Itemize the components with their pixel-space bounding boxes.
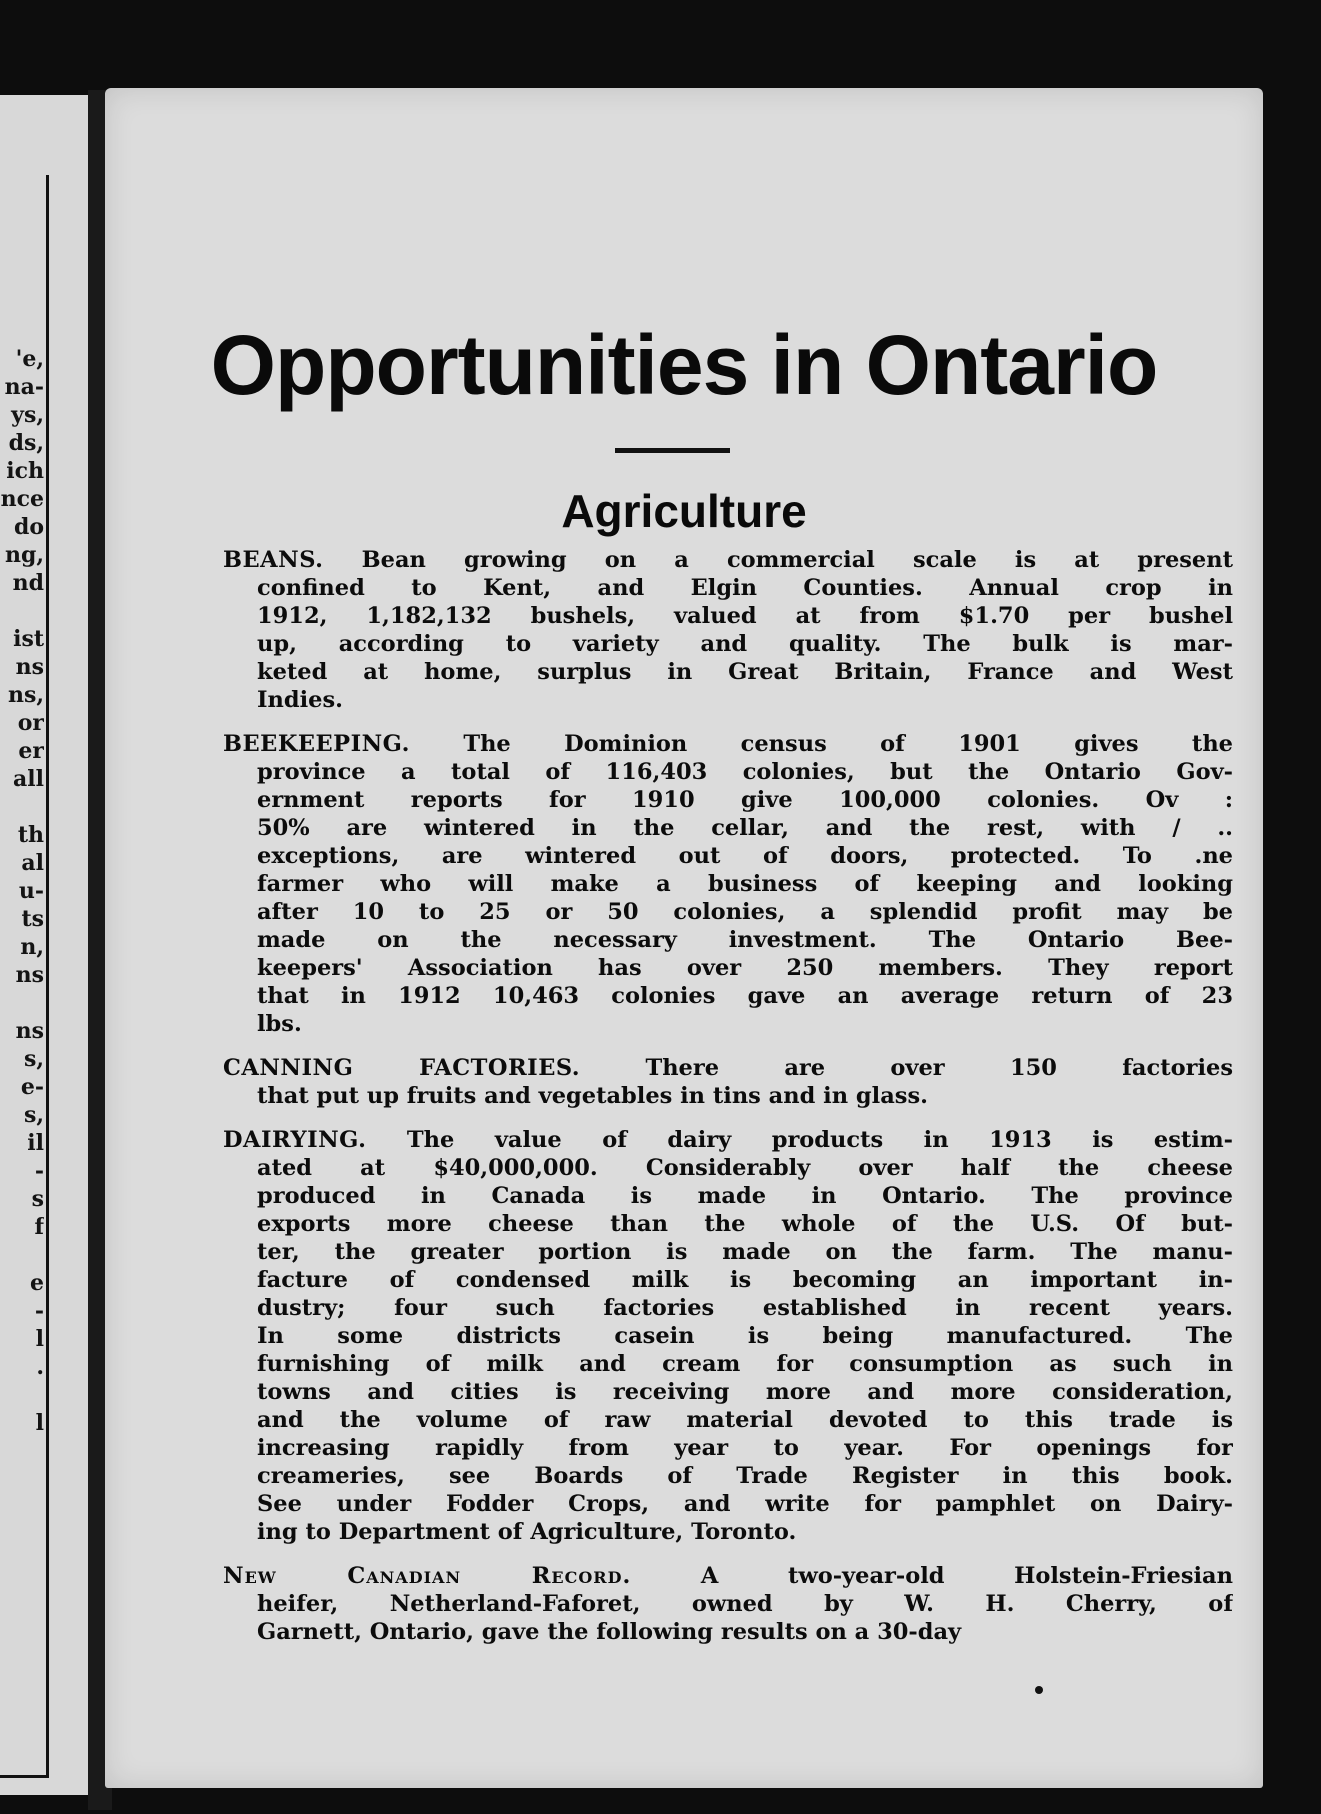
entry-first-line <box>223 730 1233 758</box>
entry-line: In some districts casein is being manufactured. The <box>257 1323 1233 1349</box>
entry-term: CANNING FACTORIES. <box>223 1055 581 1081</box>
left-fragment <box>0 1381 44 1409</box>
entry-line: ernment reports for 1910 give 100,000 colonies. Ov : <box>257 787 1233 813</box>
title-rule <box>615 448 730 453</box>
entry-line: facture of condensed milk is becoming an important in- <box>257 1267 1233 1293</box>
left-fragment: ns <box>15 962 44 988</box>
entry-line: 50% are wintered in the cellar, and the rest, with / .. <box>257 815 1233 841</box>
entry-text: There are over 150 factories <box>645 1055 1233 1081</box>
entry-line: exceptions, are wintered out of doors, protected. To .ne <box>257 843 1233 869</box>
left-fragment: l <box>35 1326 44 1352</box>
entry-line: Indies. <box>257 687 343 713</box>
entries-list <box>223 546 1233 1662</box>
left-fragment: ns <box>15 1018 44 1044</box>
left-fragment <box>0 989 44 1017</box>
entry-text: Bean growing on a commercial scale is at present <box>361 547 1233 573</box>
left-fragment: . <box>36 1354 44 1380</box>
left-fragment: ist <box>13 626 44 652</box>
entry-line: and the volume of raw material devoted to this trade is <box>257 1407 1233 1433</box>
left-fragment: all <box>13 766 44 792</box>
entry-line: farmer who will make a business of keeping and looking <box>257 871 1233 897</box>
left-page-edge <box>0 95 90 1795</box>
left-fragment: n, <box>20 934 44 960</box>
left-fragment: ns, <box>7 682 44 708</box>
left-fragment: ys, <box>11 402 44 428</box>
left-fragment <box>0 597 44 625</box>
page-mark <box>1035 1686 1043 1694</box>
left-fragment: e- <box>20 1074 44 1100</box>
entry <box>223 1126 1233 1546</box>
entry-line: up, according to variety and quality. The bulk is mar- <box>257 631 1233 657</box>
left-fragment: ns <box>15 654 44 680</box>
entry-text: A two-year-old Holstein-Friesian <box>700 1563 1233 1589</box>
left-fragment: ich <box>6 458 44 484</box>
entry-first-line <box>223 1054 1233 1082</box>
left-fragment: l <box>35 1410 44 1436</box>
left-fragment: do <box>13 514 44 540</box>
entry-line: towns and cities is receiving more and more consideration, <box>257 1379 1233 1405</box>
entry-line: lbs. <box>257 1011 302 1037</box>
entry <box>223 1054 1233 1110</box>
entry-text: The value of dairy products in 1913 is estim- <box>406 1127 1233 1153</box>
document-page <box>105 88 1263 1788</box>
entry-first-line <box>223 546 1233 574</box>
entry-first-line <box>223 1126 1233 1154</box>
left-fragment: u- <box>18 878 44 904</box>
entry <box>223 546 1233 714</box>
entry-term: BEEKEEPING. <box>223 731 410 757</box>
left-fragment: - <box>34 1298 44 1324</box>
entry-line: province a total of 116,403 colonies, but the Ontario Gov- <box>257 759 1233 785</box>
left-fragment: s, <box>23 1046 44 1072</box>
entry-line: keted at home, surplus in Great Britain, France and West <box>257 659 1233 685</box>
entry-line: furnishing of milk and cream for consumption as such in <box>257 1351 1233 1377</box>
entry-term: DAIRYING. <box>223 1127 367 1153</box>
left-fragment: - <box>34 1158 44 1184</box>
entry-first-line <box>223 1562 1233 1590</box>
entry-term: New Canadian Record. <box>223 1563 632 1589</box>
left-fragment: nd <box>12 570 44 596</box>
left-page-text-fragments <box>0 345 44 1437</box>
left-fragment <box>0 793 44 821</box>
left-fragment <box>0 1241 44 1269</box>
left-fragment: nce <box>0 486 44 512</box>
page-title: Opportunities in Ontario <box>210 318 1158 412</box>
entry <box>223 730 1233 1038</box>
left-fragment: s <box>31 1186 44 1212</box>
entry-line: creameries, see Boards of Trade Register in this book. <box>257 1463 1233 1489</box>
left-fragment: s, <box>23 1102 44 1128</box>
entry-line: after 10 to 25 or 50 colonies, a splendid profit may be <box>257 899 1233 925</box>
entry-line: increasing rapidly from year to year. For openings for <box>257 1435 1233 1461</box>
entry-line: 1912, 1,182,132 bushels, valued at from $1.70 per bushel <box>257 603 1233 629</box>
entry-line: Garnett, Ontario, gave the following results on a 30-day <box>257 1619 962 1645</box>
left-fragment: al <box>21 850 44 876</box>
left-fragment: ds, <box>8 430 44 456</box>
entry-line: made on the necessary investment. The Ontario Bee- <box>257 927 1233 953</box>
left-fragment: 'e, <box>15 346 44 372</box>
left-fragment: or <box>17 710 44 736</box>
section-heading: Agriculture <box>561 485 807 537</box>
entry-line: keepers' Association has over 250 members. They report <box>257 955 1233 981</box>
entry-line: that put up fruits and vegetables in tins and in glass. <box>257 1083 928 1109</box>
left-fragment: er <box>18 738 44 764</box>
left-fragment: na- <box>4 374 44 400</box>
entry-line: ated at $40,000,000. Considerably over half the cheese <box>257 1155 1233 1181</box>
left-fragment: e <box>30 1270 44 1296</box>
left-fragment: ng, <box>4 542 44 568</box>
entry-line: dustry; four such factories established in recent years. <box>257 1295 1233 1321</box>
entry-line: produced in Canada is made in Ontario. The province <box>257 1183 1233 1209</box>
entry-line: confined to Kent, and Elgin Counties. Annual crop in <box>257 575 1233 601</box>
left-fragment: th <box>17 822 44 848</box>
entry-line: heifer, Netherland-Faforet, owned by W. H. Cherry, of <box>257 1591 1233 1617</box>
entry-line: exports more cheese than the whole of the U.S. Of but- <box>257 1211 1233 1237</box>
left-fragment: f <box>34 1214 44 1240</box>
entry-line: ing to Department of Agriculture, Toronto. <box>257 1519 797 1545</box>
entry-line: that in 1912 10,463 colonies gave an average return of 23 <box>257 983 1233 1009</box>
left-fragment: ts <box>21 906 44 932</box>
left-fragment: il <box>27 1130 44 1156</box>
entry-term: BEANS. <box>223 547 324 573</box>
entry-line: ter, the greater portion is made on the farm. The manu- <box>257 1239 1233 1265</box>
entry <box>223 1562 1233 1646</box>
entry-text: The Dominion census of 1901 gives the <box>463 731 1233 757</box>
entry-line: See under Fodder Crops, and write for pamphlet on Dairy- <box>257 1491 1233 1517</box>
